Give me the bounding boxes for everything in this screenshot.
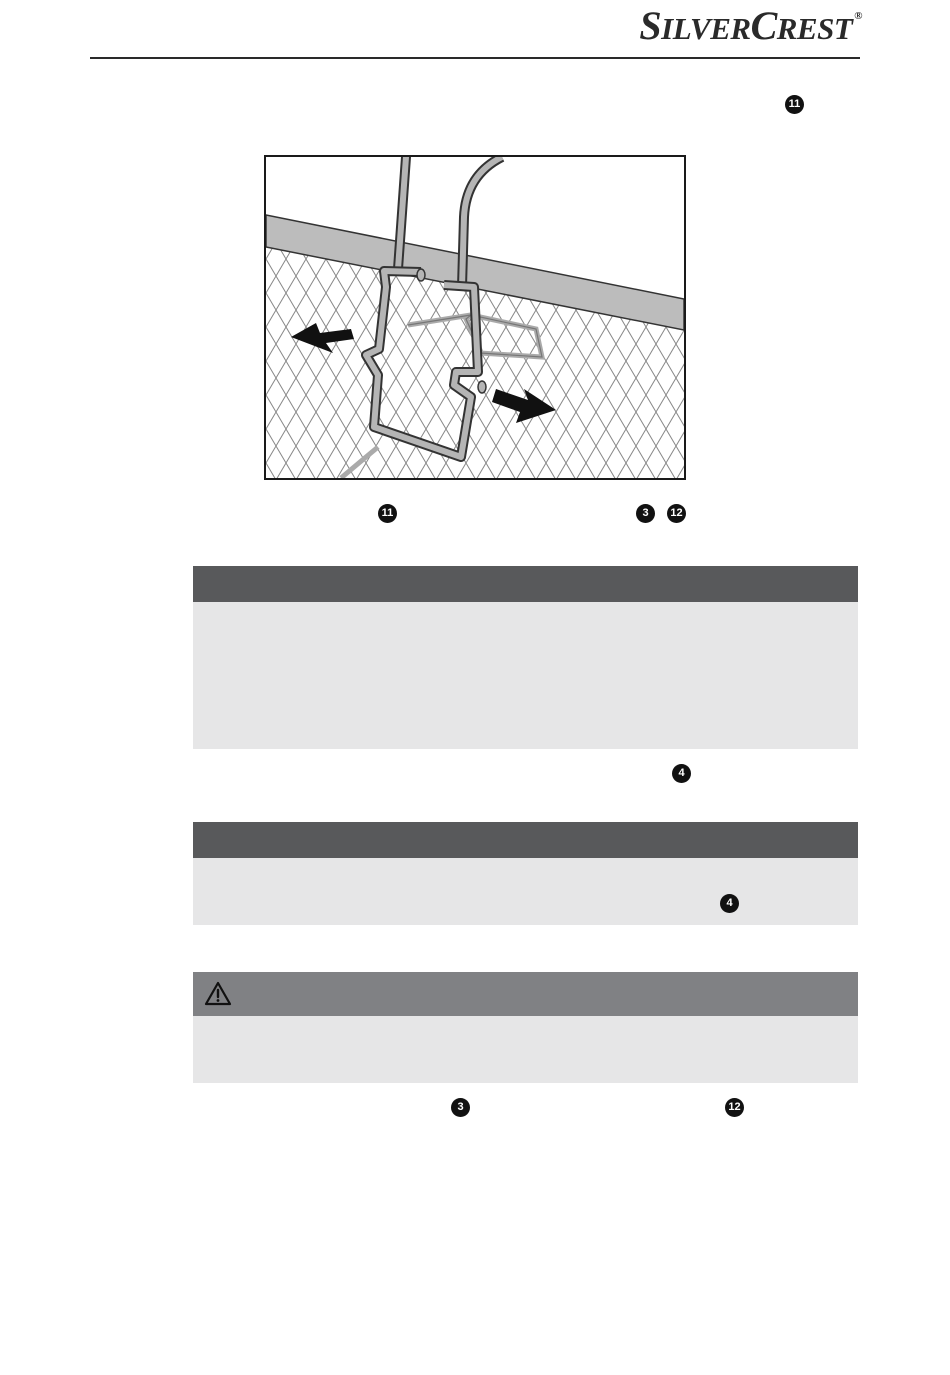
brand-logo <box>639 3 862 48</box>
notice-box-1-header <box>193 566 858 602</box>
brand-rest-2: REST <box>776 11 853 46</box>
rod-tip-left <box>417 269 425 281</box>
notice-box-2-header <box>193 822 858 858</box>
brand-rest-1: ILVER <box>661 11 751 46</box>
brand-initial-2: C <box>750 3 777 48</box>
illustration-svg <box>266 157 684 478</box>
header-rule <box>90 57 860 59</box>
notice-box-2-body <box>193 858 858 925</box>
basket-handle-illustration <box>264 155 686 480</box>
notice-box-1-body <box>193 602 858 749</box>
marker-badge-after-warning-2: 12 <box>725 1098 744 1117</box>
marker-badge-caption-3: 12 <box>667 504 686 523</box>
warning-box-header <box>193 972 858 1016</box>
marker-badge-caption-2: 3 <box>636 504 655 523</box>
marker-badge-after-box1: 4 <box>672 764 691 783</box>
marker-badge-box2: 4 <box>720 894 739 913</box>
marker-badge-after-warning-1: 3 <box>451 1098 470 1117</box>
brand-initial-1: S <box>639 3 662 48</box>
rod-tip-right <box>478 381 486 393</box>
warning-triangle-icon <box>204 981 232 1006</box>
registered-mark: ® <box>854 10 862 22</box>
warning-box-body <box>193 1016 858 1083</box>
marker-badge-caption-1: 11 <box>378 504 397 523</box>
marker-badge-intro: 11 <box>785 95 804 114</box>
